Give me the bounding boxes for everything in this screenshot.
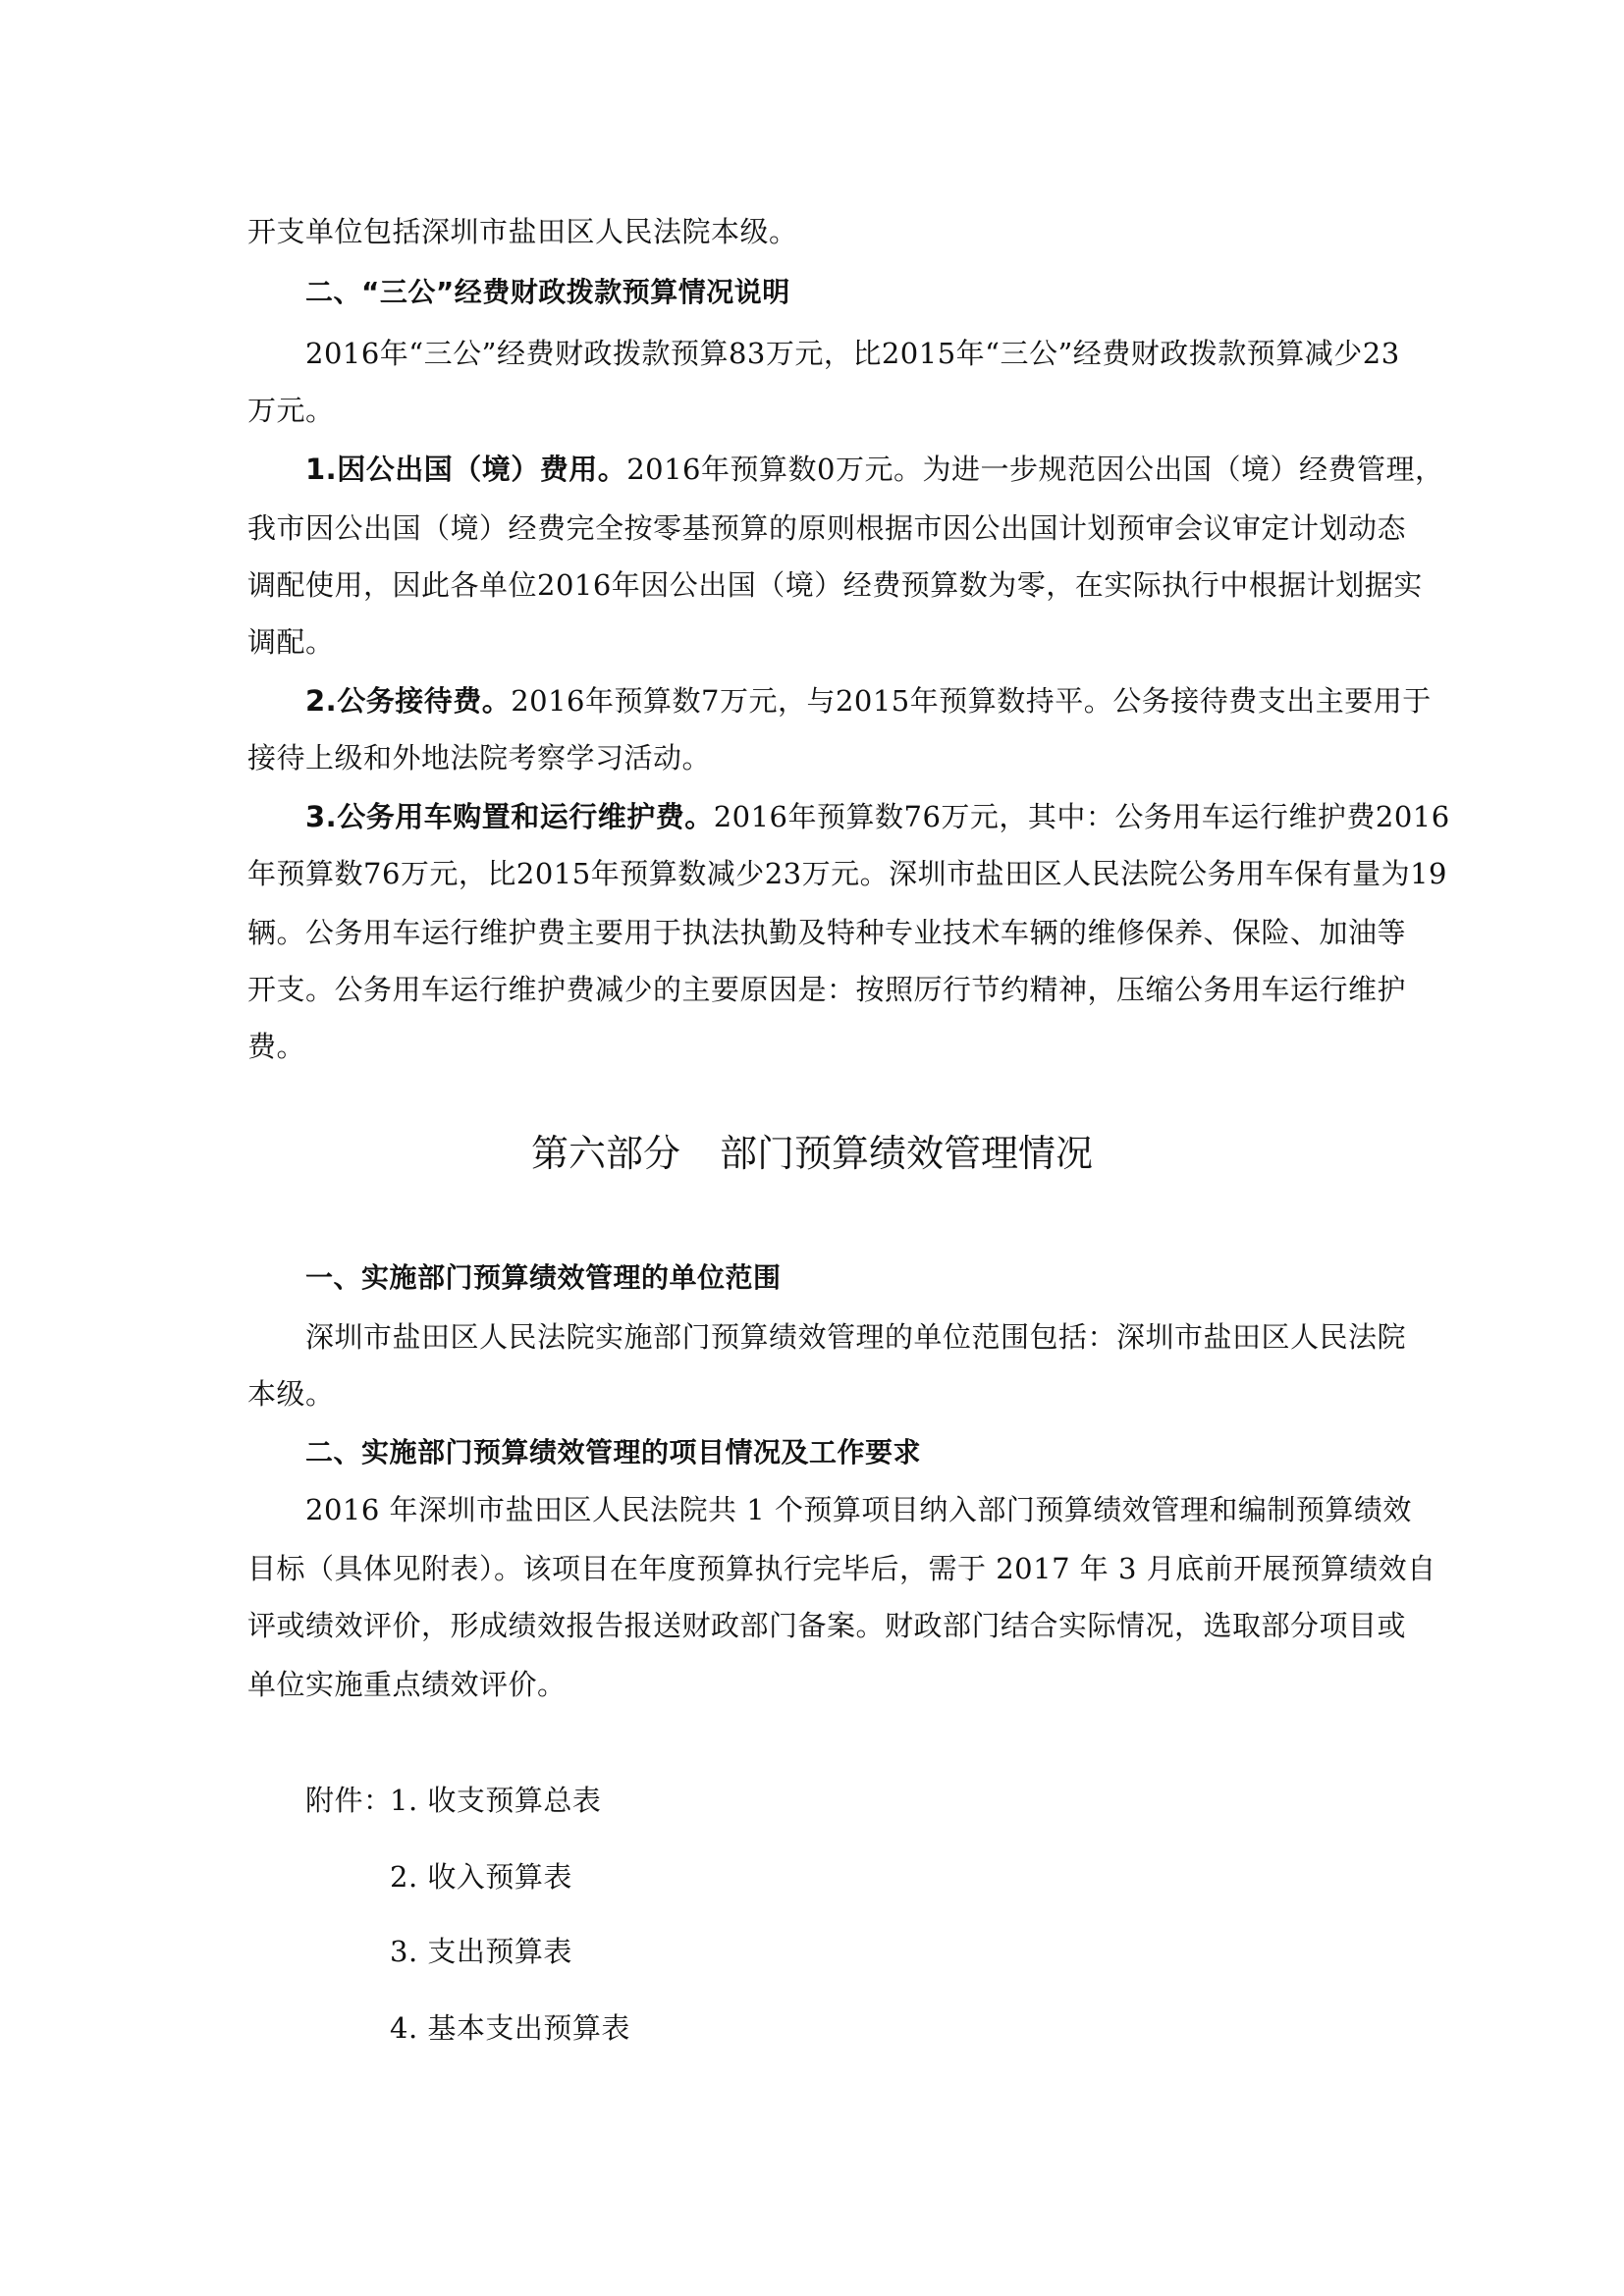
paragraph-line: 评或绩效评价，形成绩效报告报送财政部门备案。财政部门结合实际情况，选取部分项目或 [247,1609,1407,1642]
item2-text: 2016年预算数7万元，与2015年预算数持平。公务接待费支出主要用于 [511,684,1432,718]
section-part: 第六部分 [530,1132,680,1175]
paragraph-line: 万元。 [247,394,335,427]
item1-label: 1.因公出国（境）费用。 [305,453,627,486]
paragraph-line: 辆。公务用车运行维护费主要用于执法执勤及特种专业技术车辆的维修保养、保险、加油等 [247,916,1407,949]
attachment-label: 附件： [305,1784,393,1817]
paragraph-line: 单位实施重点绩效评价。 [247,1668,567,1701]
paragraph-line: 我市因公出国（境）经费完全按零基预算的原则根据市因公出国计划预审会议审定计划动态 [247,511,1407,545]
paragraph-line: 接待上级和外地法院考察学习活动。 [247,741,712,774]
item2-first-line [305,681,1432,721]
paragraph-line: 调配使用，因此各单位2016年因公出国（境）经费预算数为零，在实际执行中根据计划据实 [247,568,1423,602]
item3-first-line [305,797,1450,836]
attachment-item: 1. 收支预算总表 [390,1784,602,1817]
paragraph-line: 目标（具体见附表）。该项目在年度预算执行完毕后，需于 2017 年 3 月底前开展预算绩效自 [247,1552,1436,1585]
item1-first-line [305,450,1443,489]
paragraph-line: 费。 [247,1030,306,1063]
item3-label: 3.公务用车购置和运行维护费。 [305,800,714,833]
section-name: 部门预算绩效管理情况 [720,1132,1094,1175]
heading-scope: 一、实施部门预算绩效管理的单位范围 [305,1261,782,1294]
attachment-item: 4. 基本支出预算表 [390,2011,630,2045]
item3-text: 2016年预算数76万元，其中：公务用车运行维护费2016 [713,800,1450,833]
heading-sangong: 二、“三公”经费财政拨款预算情况说明 [305,276,790,308]
section-title [0,1129,1624,1178]
attachment-item: 3. 支出预算表 [390,1935,572,1968]
paragraph-line: 2016 年深圳市盐田区人民法院共 1 个预算项目纳入部门预算绩效管理和编制预算绩效 [305,1493,1412,1526]
item2-label: 2.公务接待费。 [305,684,512,718]
paragraph-line: 调配。 [247,625,335,659]
paragraph-line: 本级。 [247,1377,335,1411]
paragraph-line: 深圳市盐田区人民法院实施部门预算绩效管理的单位范围包括：深圳市盐田区人民法院 [305,1320,1407,1354]
paragraph-line: 开支单位包括深圳市盐田区人民法院本级。 [247,215,798,248]
item1-text: 2016年预算数0万元。为进一步规范因公出国（境）经费管理， [626,453,1444,486]
attachment-item: 2. 收入预算表 [390,1860,572,1894]
heading-projects: 二、实施部门预算绩效管理的项目情况及工作要求 [305,1436,922,1468]
paragraph-line: 2016年“三公”经费财政拨款预算83万元，比2015年“三公”经费财政拨款预算减少23 [305,337,1400,370]
paragraph-line: 开支。公务用车运行维护费减少的主要原因是：按照厉行节约精神，压缩公务用车运行维护 [247,973,1407,1006]
paragraph-line: 年预算数76万元，比2015年预算数减少23万元。深圳市盐田区人民法院公务用车保有量为19 [247,857,1448,890]
